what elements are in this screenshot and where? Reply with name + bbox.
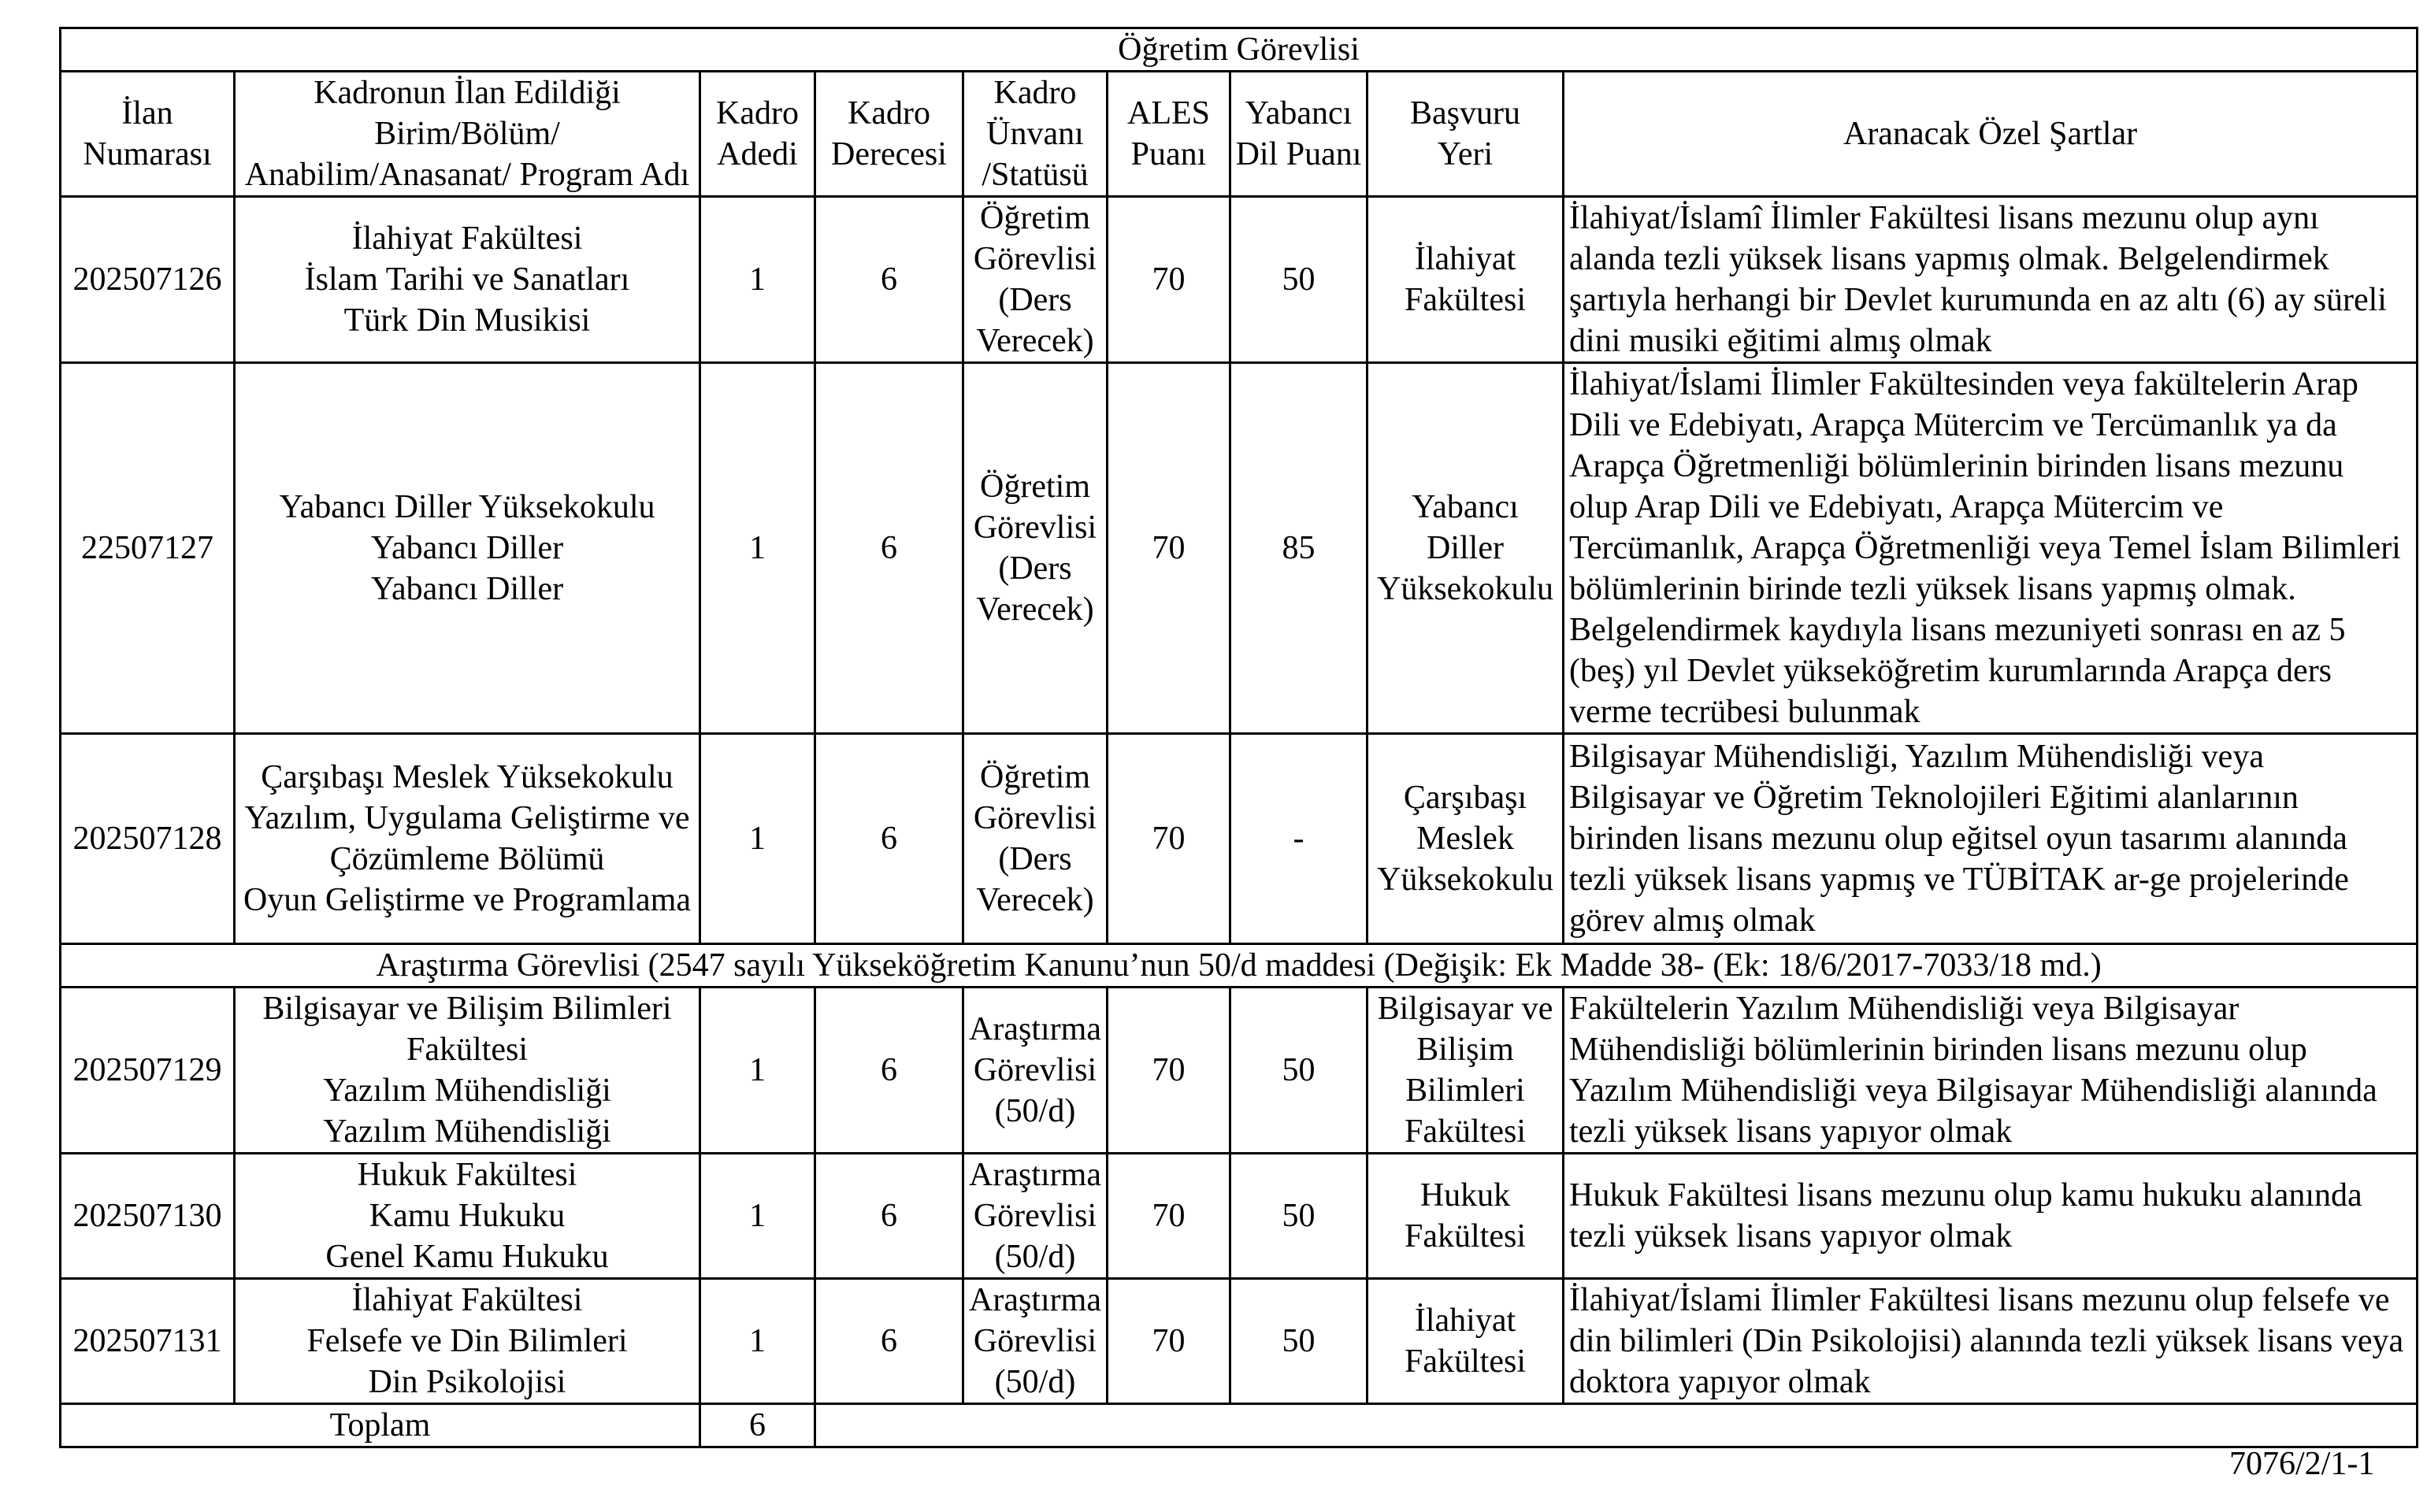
table-row <box>61 988 2418 1154</box>
adet: 1 <box>700 1279 815 1404</box>
sartlar: Bilgisayar Mühendisliği, Yazılım Mühendisliği veya Bilgisayar ve Öğretim Teknolojileri Eğitimi alanlarının birinden lisans mezunu olup eğitsel oyun tasarımı alanında tezli yüksek lisans yapmış ve TÜBİTAK ar-ge projelerinde görev almış olmak <box>1564 734 2418 944</box>
sartlar: Hukuk Fakültesi lisans mezunu olup kamu hukuku alanında tezli yüksek lisans yapıyor olmak <box>1564 1154 2418 1279</box>
unvan: Araştırma Görevlisi (50/d) <box>963 1279 1108 1404</box>
derece: 6 <box>815 363 963 734</box>
unit: Hukuk Fakültesi Kamu Hukuku Genel Kamu Hukuku <box>235 1154 700 1279</box>
unvan: Araştırma Görevlisi (50/d) <box>963 1154 1108 1279</box>
ales: 70 <box>1108 988 1230 1154</box>
dil: 50 <box>1230 988 1368 1154</box>
table-row <box>61 197 2418 363</box>
unvan: Öğretim Görevlisi (Ders Verecek) <box>963 363 1108 734</box>
unit: İlahiyat Fakültesi Felsefe ve Din Bilimleri Din Psikolojisi <box>235 1279 700 1404</box>
header-derece: Kadro Derecesi <box>815 72 963 197</box>
header-unit: Kadronun İlan Edildiği Birim/Bölüm/ Anabilim/Anasanat/ Program Adı <box>235 72 700 197</box>
unit: Bilgisayar ve Bilişim Bilimleri Fakültesi Yazılım Mühendisliği Yazılım Mühendisliği <box>235 988 700 1154</box>
ales: 70 <box>1108 1279 1230 1404</box>
header-row <box>61 72 2418 197</box>
total-value: 6 <box>700 1404 815 1447</box>
header-unvan: Kadro Ünvanı /Statüsü <box>963 72 1108 197</box>
adet: 1 <box>700 1154 815 1279</box>
adet: 1 <box>700 734 815 944</box>
yer: İlahiyat Fakültesi <box>1368 197 1564 363</box>
unvan: Öğretim Görevlisi (Ders Verecek) <box>963 734 1108 944</box>
table-row <box>61 363 2418 734</box>
ilan-no: 22507127 <box>61 363 235 734</box>
ilan-no: 202507130 <box>61 1154 235 1279</box>
sartlar: İlahiyat/İslamî İlimler Fakültesi lisans mezunu olup aynı alanda tezli yüksek lisans yapmış olmak. Belgelendirmek şartıyla herhangi bir Devlet kurumunda en az altı (6) ay süreli dini musiki eğitimi almış olmak <box>1564 197 2418 363</box>
section-title-ogretim: Öğretim Görevlisi <box>61 28 2418 72</box>
derece: 6 <box>815 1154 963 1279</box>
dil: 50 <box>1230 197 1368 363</box>
dil: - <box>1230 734 1368 944</box>
ilan-no: 202507128 <box>61 734 235 944</box>
sartlar: İlahiyat/İslami İlimler Fakültesinden veya fakültelerin Arap Dili ve Edebiyatı, Arapça Mütercim ve Tercümanlık ya da Arapça Öğretmenliği bölümlerinin birinden lisans mezunu olup Arap Dili ve Edebiyatı, Arapça Mütercim ve Tercümanlık, Arapça Öğretmenliği veya Temel İslam Bilimleri bölümlerinin birinde tezli yüksek lisans yapmış olmak. Belgelendirmek kaydıyla lisans mezuniyeti sonrası en az 5 (beş) yıl Devlet yükseköğretim kurumlarında Arapça ders verme tecrübesi bulunmak <box>1564 363 2418 734</box>
yer: Bilgisayar ve Bilişim Bilimleri Fakültesi <box>1368 988 1564 1154</box>
table-row <box>61 1154 2418 1279</box>
header-yer: Başvuru Yeri <box>1368 72 1564 197</box>
unvan: Araştırma Görevlisi (50/d) <box>963 988 1108 1154</box>
yer: İlahiyat Fakültesi <box>1368 1279 1564 1404</box>
ilan-no: 202507131 <box>61 1279 235 1404</box>
dil: 85 <box>1230 363 1368 734</box>
derece: 6 <box>815 988 963 1154</box>
total-row <box>61 1404 2418 1447</box>
header-adet: Kadro Adedi <box>700 72 815 197</box>
sartlar: Fakültelerin Yazılım Mühendisliği veya Bilgisayar Mühendisliği bölümlerinin birinden lisans mezunu olup Yazılım Mühendisliği veya Bilgisayar Mühendisliği alanında tezli yüksek lisans yapıyor olmak <box>1564 988 2418 1154</box>
table-row <box>61 1279 2418 1404</box>
section-title-arastirma: Araştırma Görevlisi (2547 sayılı Yükseköğretim Kanunu’nun 50/d maddesi (Değişik: Ek Madde 38- (Ek: 18/6/2017-7033/18 md.) <box>61 944 2418 988</box>
unvan: Öğretim Görevlisi (Ders Verecek) <box>963 197 1108 363</box>
unit: Çarşıbaşı Meslek Yüksekokulu Yazılım, Uygulama Geliştirme ve Çözümleme Bölümü Oyun Geliştirme ve Programlama <box>235 734 700 944</box>
dil: 50 <box>1230 1279 1368 1404</box>
adet: 1 <box>700 988 815 1154</box>
ales: 70 <box>1108 363 1230 734</box>
yer: Hukuk Fakültesi <box>1368 1154 1564 1279</box>
header-sartlar: Aranacak Özel Şartlar <box>1564 72 2418 197</box>
ilan-no: 202507126 <box>61 197 235 363</box>
unit: Yabancı Diller Yüksekokulu Yabancı Diller Yabancı Diller <box>235 363 700 734</box>
total-label: Toplam <box>61 1404 700 1447</box>
sartlar: İlahiyat/İslami İlimler Fakültesi lisans mezunu olup felsefe ve din bilimleri (Din Psikolojisi) alanında tezli yüksek lisans veya doktora yapıyor olmak <box>1564 1279 2418 1404</box>
header-dil: Yabancı Dil Puanı <box>1230 72 1368 197</box>
ales: 70 <box>1108 734 1230 944</box>
ilan-no: 202507129 <box>61 988 235 1154</box>
ales: 70 <box>1108 197 1230 363</box>
header-ales: ALES Puanı <box>1108 72 1230 197</box>
derece: 6 <box>815 734 963 944</box>
yer: Çarşıbaşı Meslek Yüksekokulu <box>1368 734 1564 944</box>
adet: 1 <box>700 363 815 734</box>
derece: 6 <box>815 1279 963 1404</box>
header-ilan-no: İlan Numarası <box>61 72 235 197</box>
derece: 6 <box>815 197 963 363</box>
footer-code: 7076/2/1-1 <box>2229 1446 2375 1482</box>
yer: Yabancı Diller Yüksekokulu <box>1368 363 1564 734</box>
adet: 1 <box>700 197 815 363</box>
unit: İlahiyat Fakültesi İslam Tarihi ve Sanatları Türk Din Musikisi <box>235 197 700 363</box>
announcement-table <box>59 27 2418 1448</box>
ales: 70 <box>1108 1154 1230 1279</box>
dil: 50 <box>1230 1154 1368 1279</box>
table-row <box>61 734 2418 944</box>
total-empty <box>815 1404 2418 1447</box>
